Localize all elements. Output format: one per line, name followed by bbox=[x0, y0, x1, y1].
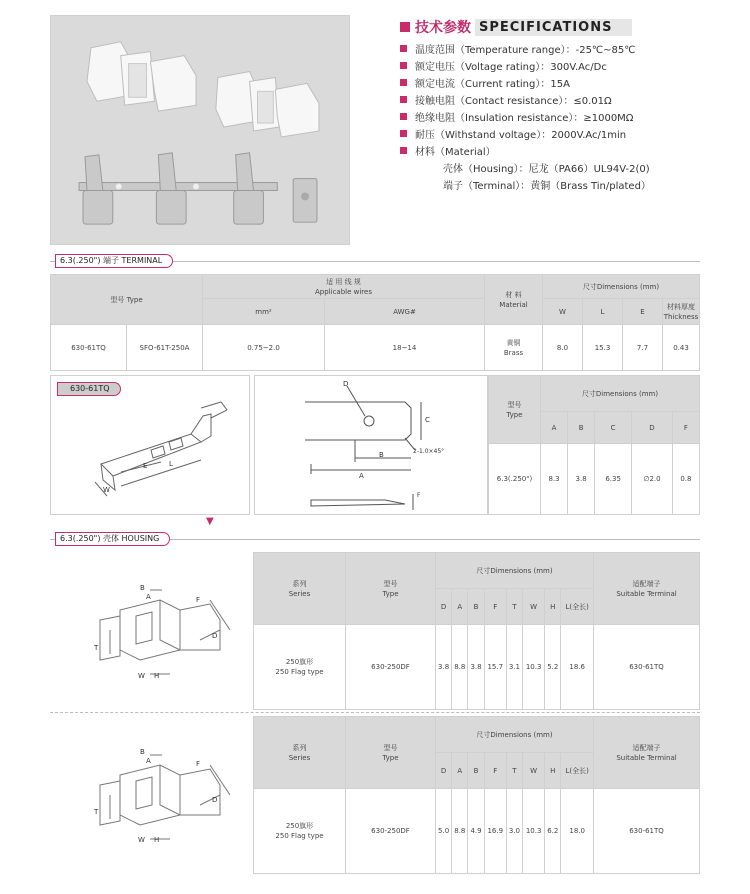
housing-type-header-en: Type bbox=[382, 753, 399, 762]
series-header bbox=[254, 717, 346, 789]
row1-series-en: 250 Flag type bbox=[275, 668, 324, 676]
housing2-label-d: D bbox=[212, 796, 218, 804]
spec-row bbox=[400, 108, 745, 125]
bullet-square-icon bbox=[400, 79, 407, 86]
col-l: L(全长) bbox=[561, 753, 594, 789]
col-f: F bbox=[484, 589, 506, 625]
row2-d: 5.0 bbox=[436, 789, 452, 874]
material-header-en: Material bbox=[499, 300, 528, 309]
col-b: B bbox=[468, 753, 484, 789]
thickness-header-cn: 材料厚度 bbox=[667, 302, 695, 311]
terminal-drawing-tag: 630-61TQ bbox=[57, 382, 121, 396]
bullet-square-icon bbox=[400, 45, 407, 52]
product-photo bbox=[50, 15, 350, 245]
cell-material-cn: 黄铜 bbox=[506, 338, 521, 347]
suitable-terminal-header bbox=[594, 553, 700, 625]
row1-d: 3.8 bbox=[436, 625, 452, 710]
housing2-label-a: A bbox=[146, 757, 151, 765]
row2-h: 6.2 bbox=[545, 789, 561, 874]
housing-label-d: D bbox=[212, 632, 218, 640]
series-header-en: Series bbox=[288, 753, 311, 762]
label-e: E bbox=[143, 462, 148, 470]
col-a: A bbox=[452, 753, 468, 789]
w-header: W bbox=[543, 299, 583, 325]
spec-row bbox=[400, 142, 745, 159]
spec-text: 材料（Material） bbox=[415, 147, 496, 158]
tab-col-c: C bbox=[595, 412, 632, 444]
tab-label-chamfer: 2-1.0×45° bbox=[413, 448, 445, 455]
tab-type-header bbox=[489, 376, 541, 444]
terminal-section-tag: 6.3(.250") 端子 TERMINAL bbox=[55, 254, 173, 268]
col-w: W bbox=[523, 589, 545, 625]
housing-type-header bbox=[346, 553, 436, 625]
tab-val-d: ∅2.0 bbox=[632, 444, 673, 515]
tab-type-header-cn: 型号 bbox=[507, 400, 522, 409]
housing-table-1 bbox=[253, 552, 700, 710]
spec-text: 接触电阻（Contact resistance）：≤0.01Ω bbox=[415, 96, 612, 107]
tab-val-c: 6.35 bbox=[595, 444, 632, 515]
label-w: W bbox=[103, 486, 110, 494]
row1-t: 3.1 bbox=[506, 625, 522, 710]
tab-drawing bbox=[255, 376, 489, 516]
row1-f: 15.7 bbox=[484, 625, 506, 710]
row2-w: 10.3 bbox=[523, 789, 545, 874]
tab-col-b: B bbox=[568, 412, 595, 444]
suitable-terminal-header-en: Suitable Terminal bbox=[616, 589, 677, 598]
series-header-cn: 系列 bbox=[292, 743, 307, 752]
specifications-header bbox=[400, 18, 632, 36]
housing2-label-b: B bbox=[140, 748, 145, 756]
housing-label-h: H bbox=[154, 672, 160, 680]
housing-label-a: A bbox=[146, 593, 151, 601]
housing2-label-t: T bbox=[94, 808, 99, 816]
housing2-label-f: F bbox=[196, 760, 201, 768]
cell-material bbox=[485, 325, 543, 371]
spec-text: 额定电流（Current rating）：15A bbox=[415, 79, 570, 90]
series-header-en: Series bbox=[288, 589, 311, 598]
tab-col-a: A bbox=[541, 412, 568, 444]
awg-header: AWG# bbox=[325, 299, 485, 325]
bullet-square-icon bbox=[400, 96, 407, 103]
spec-housing-material: 壳体（Housing）：尼龙（PA66）UL94V-2(0) bbox=[443, 164, 650, 175]
l-header: L bbox=[583, 299, 623, 325]
thickness-header-en: Thickness bbox=[663, 312, 699, 321]
cell-e: 7.7 bbox=[623, 325, 663, 371]
bullet-square-icon bbox=[400, 113, 407, 120]
row1-series-cn: 250旗形 bbox=[285, 658, 314, 666]
dimensions-header: 尺寸Dimensions (mm) bbox=[543, 275, 700, 299]
spec-row bbox=[400, 74, 745, 91]
specifications-title-en: SPECIFICATIONS bbox=[475, 19, 632, 36]
cell-w: 8.0 bbox=[543, 325, 583, 371]
specifications-list bbox=[400, 40, 745, 193]
housing-drawing-1 bbox=[80, 570, 250, 690]
dotted-divider bbox=[50, 712, 700, 713]
material-header-cn: 材 料 bbox=[505, 290, 522, 299]
spec-terminal-material: 端子（Terminal）：黄铜（Brass Tin/plated） bbox=[443, 181, 651, 192]
row2-series-cn: 250旗形 bbox=[285, 822, 314, 830]
housing-type-header-cn: 型号 bbox=[383, 579, 398, 588]
row1-b: 3.8 bbox=[468, 625, 484, 710]
col-h: H bbox=[545, 589, 561, 625]
housing-label-b: B bbox=[140, 584, 145, 592]
bullet-square-icon bbox=[400, 147, 407, 154]
row2-t: 3.0 bbox=[506, 789, 522, 874]
row1-l: 18.6 bbox=[561, 625, 594, 710]
row2-series-en: 250 Flag type bbox=[275, 832, 324, 840]
specifications-title-cn: 技术参数 bbox=[415, 20, 471, 36]
thickness-header bbox=[663, 299, 700, 325]
row1-suitable: 630-61TQ bbox=[594, 625, 700, 710]
col-l: L(全长) bbox=[561, 589, 594, 625]
row2-suitable: 630-61TQ bbox=[594, 789, 700, 874]
housing2-label-w: W bbox=[138, 836, 145, 844]
housing-type-header-en: Type bbox=[382, 589, 399, 598]
table-row bbox=[254, 625, 700, 710]
bullet-square-icon bbox=[400, 22, 410, 32]
cell-thickness: 0.43 bbox=[663, 325, 700, 371]
spec-text: 绝缘电阻（Insulation resistance）：≥1000MΩ bbox=[415, 113, 634, 124]
cell-material-en: Brass bbox=[503, 348, 524, 357]
row1-series bbox=[254, 625, 346, 710]
terminal-drawing bbox=[51, 376, 251, 516]
col-h: H bbox=[545, 753, 561, 789]
tab-val-f: 0.8 bbox=[672, 444, 699, 515]
housing-dimensions-header: 尺寸Dimensions (mm) bbox=[436, 717, 594, 753]
col-t: T bbox=[506, 753, 522, 789]
cell-l: 15.3 bbox=[583, 325, 623, 371]
suitable-terminal-header bbox=[594, 717, 700, 789]
series-header-cn: 系列 bbox=[292, 579, 307, 588]
series-header bbox=[254, 553, 346, 625]
housing-table-2 bbox=[253, 716, 700, 874]
tab-val-b: 3.8 bbox=[568, 444, 595, 515]
housing-label-f: F bbox=[196, 596, 201, 604]
down-arrow-icon: ▼ bbox=[206, 516, 214, 527]
row2-type: 630-250DF bbox=[346, 789, 436, 874]
suitable-terminal-header-cn: 适配端子 bbox=[632, 579, 661, 588]
housing-drawing-2 bbox=[80, 735, 250, 855]
col-w: W bbox=[523, 753, 545, 789]
col-b: B bbox=[468, 589, 484, 625]
wires-header-cn: 适 用 线 规 bbox=[326, 277, 361, 286]
terminal-table bbox=[50, 274, 700, 371]
bullet-square-icon bbox=[400, 130, 407, 137]
tab-label-b: B bbox=[379, 451, 384, 459]
suitable-terminal-header-cn: 适配端子 bbox=[632, 743, 661, 752]
tab-label-d: D bbox=[343, 380, 349, 388]
terminal-drawing-panel bbox=[50, 375, 250, 515]
row2-series bbox=[254, 789, 346, 874]
row1-w: 10.3 bbox=[523, 625, 545, 710]
col-a: A bbox=[452, 589, 468, 625]
tab-row-type: 6.3(.250") bbox=[489, 444, 541, 515]
housing2-label-h: H bbox=[154, 836, 160, 844]
tab-dimensions-header: 尺寸Dimensions (mm) bbox=[541, 376, 700, 412]
tab-dimension-table bbox=[488, 375, 700, 515]
col-t: T bbox=[506, 589, 522, 625]
col-d: D bbox=[436, 589, 452, 625]
spec-row bbox=[400, 125, 745, 142]
tab-col-f: F bbox=[672, 412, 699, 444]
housing-label-t: T bbox=[94, 644, 99, 652]
row2-l: 18.0 bbox=[561, 789, 594, 874]
spec-row bbox=[400, 40, 745, 57]
suitable-terminal-header-en: Suitable Terminal bbox=[616, 753, 677, 762]
type-header: 型号 Type bbox=[51, 275, 203, 325]
row1-h: 5.2 bbox=[545, 625, 561, 710]
tab-label-f: F bbox=[417, 492, 421, 499]
mm2-header: mm² bbox=[203, 299, 325, 325]
spec-row bbox=[400, 91, 745, 108]
tab-val-a: 8.3 bbox=[541, 444, 568, 515]
e-header: E bbox=[623, 299, 663, 325]
row2-f: 16.9 bbox=[484, 789, 506, 874]
row2-a: 8.8 bbox=[452, 789, 468, 874]
table-row bbox=[254, 789, 700, 874]
tab-label-a: A bbox=[359, 472, 364, 480]
col-d: D bbox=[436, 753, 452, 789]
housing-label-w: W bbox=[138, 672, 145, 680]
row1-type: 630-250DF bbox=[346, 625, 436, 710]
housing-type-header bbox=[346, 717, 436, 789]
cell-type-1: 630-61TQ bbox=[51, 325, 127, 371]
tab-drawing-panel bbox=[254, 375, 488, 515]
label-l: L bbox=[169, 460, 173, 468]
material-header bbox=[485, 275, 543, 325]
wires-header bbox=[203, 275, 485, 299]
wires-header-en: Applicable wires bbox=[315, 287, 372, 296]
spec-text: 耐压（Withstand voltage）：2000V.Ac/1min bbox=[415, 130, 627, 141]
tab-label-c: C bbox=[425, 416, 430, 424]
row1-a: 8.8 bbox=[452, 625, 468, 710]
table-row bbox=[51, 325, 700, 371]
spec-row bbox=[400, 57, 745, 74]
spec-text: 额定电压（Voltage rating）：300V.Ac/Dc bbox=[415, 62, 607, 73]
housing-section-tag: 6.3(.250") 壳体 HOUSING bbox=[55, 532, 170, 546]
spec-text: 温度范围（Temperature range）：-25℃~85℃ bbox=[415, 45, 636, 56]
cell-mm2: 0.75~2.0 bbox=[203, 325, 325, 371]
housing-type-header-cn: 型号 bbox=[383, 743, 398, 752]
cell-awg: 18~14 bbox=[325, 325, 485, 371]
table-row bbox=[489, 444, 700, 515]
col-f: F bbox=[484, 753, 506, 789]
row2-b: 4.9 bbox=[468, 789, 484, 874]
tab-type-header-en: Type bbox=[506, 410, 523, 419]
tab-col-d: D bbox=[632, 412, 673, 444]
bullet-square-icon bbox=[400, 62, 407, 69]
housing-dimensions-header: 尺寸Dimensions (mm) bbox=[436, 553, 594, 589]
cell-type-2: SFO-61T-250A bbox=[127, 325, 203, 371]
